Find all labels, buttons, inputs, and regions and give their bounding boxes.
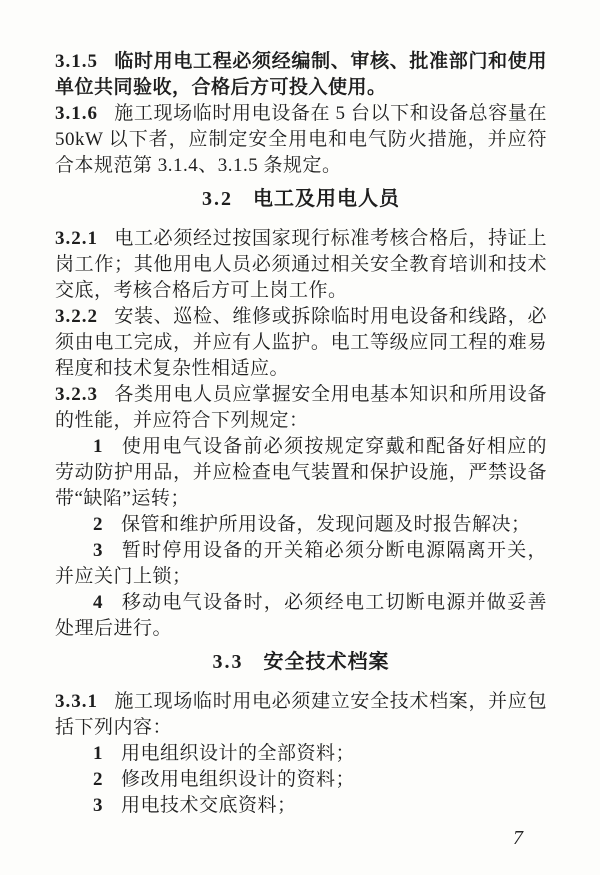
item-number: 2 (93, 769, 103, 790)
item-text: 修改用电组织设计的资料； (121, 769, 356, 790)
list-item-1 (55, 741, 547, 767)
clause-3-2-2 (55, 304, 547, 382)
clause-3-1-6 (55, 101, 547, 179)
item-number: 3 (93, 540, 103, 561)
section-title: 安全技术档案 (263, 651, 390, 673)
section-title: 电工及用电人员 (253, 188, 400, 210)
clause-number: 3.2.1 (55, 228, 98, 249)
clause-text: 临时用电工程必须经编制、审核、批准部门和使用单位共同验收，合格后方可投入使用。 (55, 51, 547, 98)
item-text: 用电技术交底资料； (121, 795, 297, 816)
clause-text: 施工现场临时用电设备在 5 台以下和设备总容量在 50kW 以下者，应制定安全用电和电气防火措施，并应符合本规范第 3.1.4、3.1.5 条规定。 (55, 103, 547, 176)
clause-text: 施工现场临时用电必须建立安全技术档案，并应包括下列内容： (55, 691, 547, 738)
clause-number: 3.3.1 (55, 691, 98, 712)
clause-number: 3.2.3 (55, 384, 98, 405)
section-number: 3.2 (202, 188, 233, 210)
list-item-2 (55, 767, 547, 793)
clause-number: 3.1.5 (55, 51, 98, 72)
list-item-3 (55, 793, 547, 819)
item-text: 使用电气设备前必须按规定穿戴和配备好相应的劳动防护用品，并应检查电气装置和保护设施，严禁设备带“缺陷”运转； (55, 436, 547, 509)
clause-3-2-1 (55, 226, 547, 304)
section-number: 3.3 (212, 651, 244, 673)
clause-3-3-1 (55, 689, 547, 741)
clause-text: 安装、巡检、维修或拆除临时用电设备和线路，必须由电工完成，并应有人监护。电工等级应同工程的难易程度和技术复杂性相适应。 (55, 306, 547, 379)
item-number: 1 (93, 743, 103, 764)
item-number: 3 (93, 795, 103, 816)
clause-3-1-5 (55, 49, 547, 101)
clause-3-2-3 (55, 382, 547, 434)
clause-number: 3.2.2 (55, 306, 98, 327)
item-number: 1 (93, 436, 103, 457)
page-number: 7 (513, 827, 523, 849)
item-text: 保管和维护所用设备，发现问题及时报告解决； (121, 514, 531, 535)
clause-text: 电工必须经过按国家现行标准考核合格后，持证上岗工作；其他用电人员必须通过相关安全教育培训和技术交底，考核合格后方可上岗工作。 (55, 228, 547, 301)
item-number: 4 (93, 592, 103, 613)
clause-text: 各类用电人员应掌握安全用电基本知识和所用设备的性能，并应符合下列规定： (55, 384, 547, 431)
list-item-1 (55, 434, 547, 512)
list-item-2 (55, 512, 547, 538)
item-text: 暂时停用设备的开关箱必须分断电源隔离开关，并应关门上锁； (55, 540, 547, 587)
clause-number: 3.1.6 (55, 103, 98, 124)
section-heading-3-2 (55, 186, 547, 212)
item-number: 2 (93, 514, 103, 535)
section-heading-3-3 (55, 649, 547, 675)
list-item-3 (55, 538, 547, 590)
item-text: 用电组织设计的全部资料； (121, 743, 356, 764)
list-item-4 (55, 590, 547, 642)
item-text: 移动电气设备时，必须经电工切断电源并做妥善处理后进行。 (55, 592, 547, 639)
